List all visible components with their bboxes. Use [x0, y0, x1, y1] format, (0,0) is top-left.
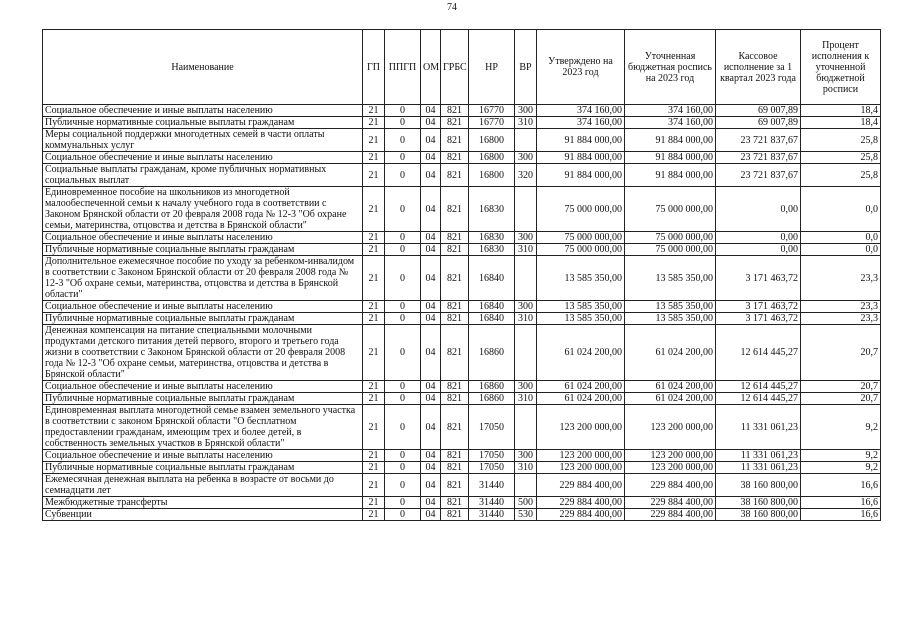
cell-refined: 123 200 000,00 — [625, 450, 716, 462]
table-row — [43, 301, 881, 313]
cell-vr: 300 — [515, 152, 537, 164]
cell-ppgp: 0 — [385, 509, 421, 521]
cell-gp: 21 — [363, 244, 385, 256]
cell-name: Меры социальной поддержки многодетных семей в части оплаты коммунальных услуг — [43, 129, 363, 152]
cell-refined: 91 884 000,00 — [625, 164, 716, 187]
cell-grbs: 821 — [441, 509, 469, 521]
cell-gp: 21 — [363, 393, 385, 405]
cell-refined: 75 000 000,00 — [625, 244, 716, 256]
cell-vr: 300 — [515, 232, 537, 244]
cell-percent: 0,0 — [801, 187, 881, 232]
cell-approved: 91 884 000,00 — [537, 152, 625, 164]
cell-grbs: 821 — [441, 129, 469, 152]
cell-grbs: 821 — [441, 232, 469, 244]
cell-vr: 300 — [515, 381, 537, 393]
cell-nr: 16800 — [469, 152, 515, 164]
cell-gp: 21 — [363, 450, 385, 462]
cell-om: 04 — [421, 232, 441, 244]
cell-refined: 61 024 200,00 — [625, 325, 716, 381]
cell-refined: 123 200 000,00 — [625, 405, 716, 450]
header-om: ОМ — [421, 30, 441, 105]
cell-percent: 23,3 — [801, 301, 881, 313]
header-nr: НР — [469, 30, 515, 105]
cell-gp: 21 — [363, 313, 385, 325]
cell-ppgp: 0 — [385, 450, 421, 462]
cell-refined: 229 884 400,00 — [625, 474, 716, 497]
cell-vr: 310 — [515, 462, 537, 474]
cell-approved: 75 000 000,00 — [537, 232, 625, 244]
cell-nr: 31440 — [469, 509, 515, 521]
table-header-row — [43, 30, 881, 105]
cell-grbs: 821 — [441, 187, 469, 232]
cell-approved: 13 585 350,00 — [537, 256, 625, 301]
cell-approved: 229 884 400,00 — [537, 509, 625, 521]
cell-gp: 21 — [363, 474, 385, 497]
cell-vr: 310 — [515, 393, 537, 405]
table-row — [43, 405, 881, 450]
table-row — [43, 256, 881, 301]
cell-percent: 18,4 — [801, 117, 881, 129]
cell-ppgp: 0 — [385, 325, 421, 381]
cell-vr — [515, 256, 537, 301]
cell-grbs: 821 — [441, 497, 469, 509]
cell-approved: 374 160,00 — [537, 105, 625, 117]
table-row — [43, 381, 881, 393]
header-gp: ГП — [363, 30, 385, 105]
cell-om: 04 — [421, 509, 441, 521]
cell-om: 04 — [421, 244, 441, 256]
cell-om: 04 — [421, 313, 441, 325]
cell-name: Социальное обеспечение и иные выплаты населению — [43, 152, 363, 164]
cell-nr: 16840 — [469, 256, 515, 301]
cell-refined: 229 884 400,00 — [625, 509, 716, 521]
cell-nr: 16770 — [469, 117, 515, 129]
cell-name: Единовременное пособие на школьников из многодетной малообеспеченной семьи к началу учебного года в соответствии с Законом Брянской области от 20 февраля 2008 года № 12-3 "Об охране семьи, материнства, отцовства и детства в Брянской области" — [43, 187, 363, 232]
cell-nr: 16860 — [469, 393, 515, 405]
cell-nr: 17050 — [469, 450, 515, 462]
page-number: 74 — [447, 2, 457, 13]
cell-cash: 3 171 463,72 — [716, 313, 801, 325]
cell-cash: 3 171 463,72 — [716, 256, 801, 301]
cell-gp: 21 — [363, 381, 385, 393]
table-row — [43, 325, 881, 381]
cell-name: Социальное обеспечение и иные выплаты населению — [43, 381, 363, 393]
cell-cash: 11 331 061,23 — [716, 450, 801, 462]
cell-percent: 25,8 — [801, 129, 881, 152]
cell-percent: 9,2 — [801, 450, 881, 462]
cell-cash: 23 721 837,67 — [716, 152, 801, 164]
cell-refined: 91 884 000,00 — [625, 152, 716, 164]
cell-approved: 61 024 200,00 — [537, 381, 625, 393]
cell-cash: 23 721 837,67 — [716, 164, 801, 187]
cell-gp: 21 — [363, 129, 385, 152]
cell-name: Субвенции — [43, 509, 363, 521]
cell-cash: 23 721 837,67 — [716, 129, 801, 152]
cell-cash: 0,00 — [716, 244, 801, 256]
cell-approved: 91 884 000,00 — [537, 129, 625, 152]
cell-percent: 9,2 — [801, 462, 881, 474]
cell-nr: 16800 — [469, 129, 515, 152]
cell-name: Публичные нормативные социальные выплаты гражданам — [43, 117, 363, 129]
cell-nr: 17050 — [469, 462, 515, 474]
cell-ppgp: 0 — [385, 462, 421, 474]
table-row — [43, 313, 881, 325]
cell-vr: 320 — [515, 164, 537, 187]
cell-om: 04 — [421, 325, 441, 381]
cell-name: Денежная компенсация на питание специальными молочными продуктами детского питания детей первого, второго и третьего года жизни в соответствии с Законом Брянской области от 20 февраля 2008 года № 12-3 "Об охране семьи, материнства, отцовства и детства в Брянской области" — [43, 325, 363, 381]
cell-percent: 9,2 — [801, 405, 881, 450]
header-cash: Кассовое исполнение за 1 квартал 2023 года — [716, 30, 801, 105]
cell-cash: 38 160 800,00 — [716, 497, 801, 509]
cell-name: Дополнительное ежемесячное пособие по уходу за ребенком-инвалидом в соответствии с Законом Брянской области от 20 февраля 2008 года № 12-3 "Об охране семьи, материнства, отцовства и детства в Брянской области" — [43, 256, 363, 301]
cell-vr: 300 — [515, 450, 537, 462]
cell-percent: 20,7 — [801, 325, 881, 381]
cell-om: 04 — [421, 462, 441, 474]
cell-refined: 13 585 350,00 — [625, 313, 716, 325]
cell-om: 04 — [421, 129, 441, 152]
table-row — [43, 152, 881, 164]
table-row — [43, 164, 881, 187]
cell-percent: 16,6 — [801, 474, 881, 497]
cell-om: 04 — [421, 497, 441, 509]
header-ppgp: ППГП — [385, 30, 421, 105]
cell-name: Социальное обеспечение и иные выплаты населению — [43, 232, 363, 244]
cell-grbs: 821 — [441, 301, 469, 313]
budget-execution-table — [42, 29, 881, 521]
cell-approved: 13 585 350,00 — [537, 313, 625, 325]
cell-grbs: 821 — [441, 244, 469, 256]
cell-cash: 12 614 445,27 — [716, 381, 801, 393]
cell-nr: 17050 — [469, 405, 515, 450]
cell-approved: 13 585 350,00 — [537, 301, 625, 313]
cell-vr — [515, 405, 537, 450]
cell-ppgp: 0 — [385, 117, 421, 129]
cell-ppgp: 0 — [385, 187, 421, 232]
header-name: Наименование — [43, 30, 363, 105]
cell-vr — [515, 129, 537, 152]
table-row — [43, 474, 881, 497]
table-row — [43, 462, 881, 474]
cell-gp: 21 — [363, 105, 385, 117]
cell-grbs: 821 — [441, 462, 469, 474]
cell-cash: 11 331 061,23 — [716, 462, 801, 474]
cell-om: 04 — [421, 450, 441, 462]
cell-grbs: 821 — [441, 313, 469, 325]
cell-grbs: 821 — [441, 405, 469, 450]
cell-grbs: 821 — [441, 450, 469, 462]
cell-refined: 91 884 000,00 — [625, 129, 716, 152]
cell-grbs: 821 — [441, 152, 469, 164]
table-row — [43, 244, 881, 256]
cell-approved: 123 200 000,00 — [537, 450, 625, 462]
cell-percent: 23,3 — [801, 256, 881, 301]
cell-om: 04 — [421, 105, 441, 117]
cell-om: 04 — [421, 164, 441, 187]
header-grbs: ГРБС — [441, 30, 469, 105]
cell-nr: 16770 — [469, 105, 515, 117]
cell-grbs: 821 — [441, 381, 469, 393]
cell-refined: 75 000 000,00 — [625, 232, 716, 244]
cell-nr: 16830 — [469, 187, 515, 232]
cell-nr: 16800 — [469, 164, 515, 187]
cell-vr: 300 — [515, 105, 537, 117]
cell-grbs: 821 — [441, 474, 469, 497]
cell-refined: 374 160,00 — [625, 105, 716, 117]
cell-refined: 229 884 400,00 — [625, 497, 716, 509]
cell-cash: 12 614 445,27 — [716, 393, 801, 405]
cell-cash: 69 007,89 — [716, 117, 801, 129]
cell-vr — [515, 187, 537, 232]
table-row — [43, 187, 881, 232]
cell-percent: 16,6 — [801, 509, 881, 521]
cell-ppgp: 0 — [385, 301, 421, 313]
cell-vr: 300 — [515, 301, 537, 313]
cell-percent: 0,0 — [801, 244, 881, 256]
cell-cash: 11 331 061,23 — [716, 405, 801, 450]
cell-om: 04 — [421, 117, 441, 129]
cell-name: Публичные нормативные социальные выплаты гражданам — [43, 244, 363, 256]
cell-grbs: 821 — [441, 164, 469, 187]
cell-gp: 21 — [363, 152, 385, 164]
cell-ppgp: 0 — [385, 256, 421, 301]
table-body — [43, 105, 881, 521]
cell-ppgp: 0 — [385, 129, 421, 152]
cell-ppgp: 0 — [385, 313, 421, 325]
cell-cash: 12 614 445,27 — [716, 325, 801, 381]
cell-nr: 16860 — [469, 325, 515, 381]
cell-grbs: 821 — [441, 105, 469, 117]
cell-ppgp: 0 — [385, 405, 421, 450]
cell-grbs: 821 — [441, 117, 469, 129]
cell-nr: 31440 — [469, 474, 515, 497]
cell-nr: 16860 — [469, 381, 515, 393]
cell-ppgp: 0 — [385, 164, 421, 187]
cell-ppgp: 0 — [385, 105, 421, 117]
cell-refined: 61 024 200,00 — [625, 393, 716, 405]
cell-name: Социальное обеспечение и иные выплаты населению — [43, 301, 363, 313]
cell-percent: 20,7 — [801, 393, 881, 405]
cell-percent: 25,8 — [801, 164, 881, 187]
cell-percent: 25,8 — [801, 152, 881, 164]
cell-approved: 75 000 000,00 — [537, 244, 625, 256]
cell-om: 04 — [421, 381, 441, 393]
cell-gp: 21 — [363, 256, 385, 301]
cell-ppgp: 0 — [385, 474, 421, 497]
cell-name: Публичные нормативные социальные выплаты гражданам — [43, 393, 363, 405]
cell-ppgp: 0 — [385, 152, 421, 164]
cell-name: Публичные нормативные социальные выплаты гражданам — [43, 462, 363, 474]
cell-gp: 21 — [363, 405, 385, 450]
cell-cash: 0,00 — [716, 187, 801, 232]
cell-vr: 310 — [515, 117, 537, 129]
cell-gp: 21 — [363, 509, 385, 521]
cell-nr: 16840 — [469, 313, 515, 325]
header-vr: ВР — [515, 30, 537, 105]
cell-nr: 16840 — [469, 301, 515, 313]
cell-gp: 21 — [363, 164, 385, 187]
cell-vr: 310 — [515, 244, 537, 256]
cell-percent: 20,7 — [801, 381, 881, 393]
cell-name: Межбюджетные трансферты — [43, 497, 363, 509]
cell-grbs: 821 — [441, 393, 469, 405]
table-row — [43, 450, 881, 462]
cell-approved: 229 884 400,00 — [537, 497, 625, 509]
cell-approved: 229 884 400,00 — [537, 474, 625, 497]
cell-name: Публичные нормативные социальные выплаты гражданам — [43, 313, 363, 325]
table-row — [43, 232, 881, 244]
cell-approved: 91 884 000,00 — [537, 164, 625, 187]
cell-name: Ежемесячная денежная выплата на ребенка в возрасте от восьми до семнадцати лет — [43, 474, 363, 497]
cell-om: 04 — [421, 301, 441, 313]
header-approved: Утверждено на 2023 год — [537, 30, 625, 105]
table-row — [43, 117, 881, 129]
table-row — [43, 497, 881, 509]
cell-nr: 31440 — [469, 497, 515, 509]
cell-vr: 530 — [515, 509, 537, 521]
cell-gp: 21 — [363, 462, 385, 474]
cell-om: 04 — [421, 474, 441, 497]
cell-gp: 21 — [363, 301, 385, 313]
cell-percent: 18,4 — [801, 105, 881, 117]
header-refined: Уточненная бюджетная роспись на 2023 год — [625, 30, 716, 105]
table-row — [43, 509, 881, 521]
cell-approved: 61 024 200,00 — [537, 325, 625, 381]
cell-vr — [515, 474, 537, 497]
header-percent: Процент исполнения к уточненной бюджетной росписи — [801, 30, 881, 105]
cell-name: Социальные выплаты гражданам, кроме публичных нормативных социальных выплат — [43, 164, 363, 187]
cell-gp: 21 — [363, 325, 385, 381]
cell-grbs: 821 — [441, 325, 469, 381]
cell-approved: 374 160,00 — [537, 117, 625, 129]
cell-approved: 75 000 000,00 — [537, 187, 625, 232]
cell-refined: 374 160,00 — [625, 117, 716, 129]
cell-gp: 21 — [363, 117, 385, 129]
cell-name: Единовременная выплата многодетной семье взамен земельного участка в соответствии с законом Брянской области "О бесплатном предоставлении гражданам, имеющим трех и более детей, в собственность земельных участков в Брянской области" — [43, 405, 363, 450]
cell-cash: 69 007,89 — [716, 105, 801, 117]
cell-om: 04 — [421, 393, 441, 405]
cell-gp: 21 — [363, 232, 385, 244]
cell-percent: 0,0 — [801, 232, 881, 244]
cell-vr — [515, 325, 537, 381]
cell-refined: 123 200 000,00 — [625, 462, 716, 474]
cell-ppgp: 0 — [385, 381, 421, 393]
cell-ppgp: 0 — [385, 232, 421, 244]
cell-vr: 310 — [515, 313, 537, 325]
cell-cash: 38 160 800,00 — [716, 509, 801, 521]
cell-om: 04 — [421, 152, 441, 164]
cell-approved: 61 024 200,00 — [537, 393, 625, 405]
cell-refined: 61 024 200,00 — [625, 381, 716, 393]
cell-nr: 16830 — [469, 244, 515, 256]
cell-cash: 3 171 463,72 — [716, 301, 801, 313]
cell-grbs: 821 — [441, 256, 469, 301]
cell-vr: 500 — [515, 497, 537, 509]
cell-ppgp: 0 — [385, 244, 421, 256]
cell-om: 04 — [421, 256, 441, 301]
cell-gp: 21 — [363, 497, 385, 509]
cell-percent: 16,6 — [801, 497, 881, 509]
cell-nr: 16830 — [469, 232, 515, 244]
cell-ppgp: 0 — [385, 393, 421, 405]
cell-om: 04 — [421, 187, 441, 232]
cell-refined: 13 585 350,00 — [625, 301, 716, 313]
table-row — [43, 129, 881, 152]
cell-ppgp: 0 — [385, 497, 421, 509]
cell-cash: 38 160 800,00 — [716, 474, 801, 497]
cell-approved: 123 200 000,00 — [537, 462, 625, 474]
cell-cash: 0,00 — [716, 232, 801, 244]
cell-name: Социальное обеспечение и иные выплаты населению — [43, 450, 363, 462]
cell-percent: 23,3 — [801, 313, 881, 325]
cell-gp: 21 — [363, 187, 385, 232]
table-row — [43, 393, 881, 405]
cell-name: Социальное обеспечение и иные выплаты населению — [43, 105, 363, 117]
table-row — [43, 105, 881, 117]
cell-refined: 13 585 350,00 — [625, 256, 716, 301]
cell-approved: 123 200 000,00 — [537, 405, 625, 450]
cell-refined: 75 000 000,00 — [625, 187, 716, 232]
cell-om: 04 — [421, 405, 441, 450]
